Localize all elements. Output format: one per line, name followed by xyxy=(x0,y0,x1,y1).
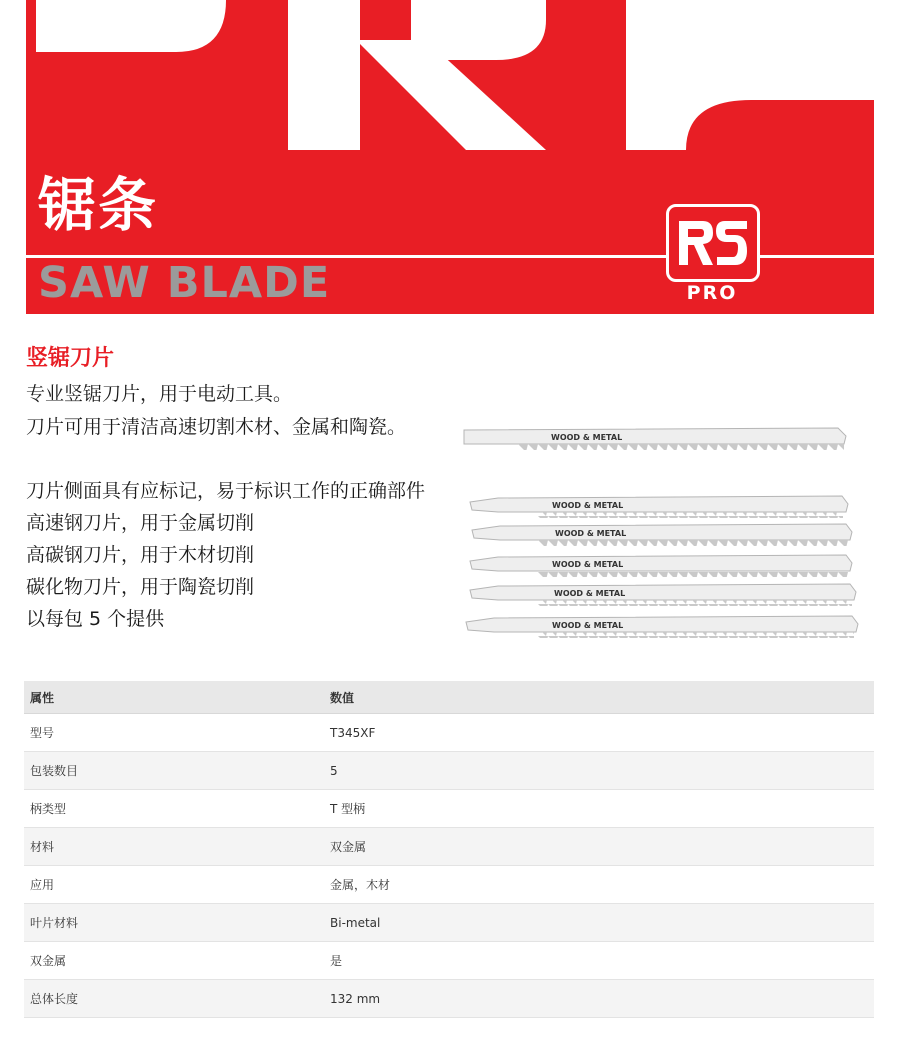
blade-label: WOOD & METAL xyxy=(552,501,624,510)
description-line: 高速钢刀片，用于金属切削 xyxy=(26,512,255,534)
table-row xyxy=(24,866,874,904)
table-row xyxy=(24,904,874,942)
rs-logo-mark xyxy=(669,207,757,279)
value-cell: 5 xyxy=(324,752,874,790)
value-cell: 132 mm xyxy=(324,980,874,1018)
table-row xyxy=(24,980,874,1018)
table-row xyxy=(24,828,874,866)
value-cell: T 型柄 xyxy=(324,790,874,828)
value-cell: 双金属 xyxy=(324,828,874,866)
attribute-cell: 总体长度 xyxy=(24,980,324,1018)
description-line: 以每包 5 个提供 xyxy=(26,608,165,630)
saw-blade xyxy=(470,555,852,577)
banner-large-rs-letters xyxy=(26,0,874,150)
value-cell: 是 xyxy=(324,942,874,980)
banner-subtitle: SAW BLADE xyxy=(38,258,331,308)
saw-blades-image xyxy=(458,420,868,650)
attribute-cell: 型号 xyxy=(24,714,324,752)
value-cell: Bi-metal xyxy=(324,904,874,942)
table-row xyxy=(24,752,874,790)
description-line: 刀片侧面具有应标记，易于标识工作的正确部件 xyxy=(26,480,426,502)
attribute-cell: 双金属 xyxy=(24,942,324,980)
table-row xyxy=(24,714,874,752)
saw-blade xyxy=(470,496,848,518)
description-line: 高碳钢刀片，用于木材切削 xyxy=(26,544,255,566)
attribute-cell: 材料 xyxy=(24,828,324,866)
blade-label: WOOD & METAL xyxy=(552,621,624,630)
saw-blade xyxy=(472,524,852,546)
table-row xyxy=(24,942,874,980)
rs-logo-pro-text: PRO xyxy=(686,282,738,304)
attribute-cell: 包装数目 xyxy=(24,752,324,790)
rs-logo xyxy=(666,204,760,282)
saw-blade xyxy=(464,428,846,450)
spec-table xyxy=(24,681,874,1018)
blade-label: WOOD & METAL xyxy=(554,589,626,598)
blade-label: WOOD & METAL xyxy=(555,529,627,538)
banner-title: 锯条 xyxy=(38,171,159,239)
saw-blade xyxy=(466,616,858,638)
attribute-cell: 柄类型 xyxy=(24,790,324,828)
blade-label: WOOD & METAL xyxy=(552,560,624,569)
value-cell: T345XF xyxy=(324,714,874,752)
description-line: 专业竖锯刀片，用于电动工具。 xyxy=(26,383,293,405)
column-header-value: 数值 xyxy=(324,681,874,714)
product-title: 竖锯刀片 xyxy=(26,346,115,371)
description-line: 刀片可用于清洁高速切割木材、金属和陶瓷。 xyxy=(26,416,407,438)
attribute-cell: 应用 xyxy=(24,866,324,904)
table-header-row xyxy=(24,681,874,714)
table-row xyxy=(24,790,874,828)
column-header-attribute: 属性 xyxy=(24,681,324,714)
attribute-cell: 叶片材料 xyxy=(24,904,324,942)
description-line: 碳化物刀片，用于陶瓷切削 xyxy=(26,576,255,598)
blade-label: WOOD & METAL xyxy=(551,433,623,442)
saw-blade xyxy=(470,584,856,606)
value-cell: 金属，木材 xyxy=(324,866,874,904)
